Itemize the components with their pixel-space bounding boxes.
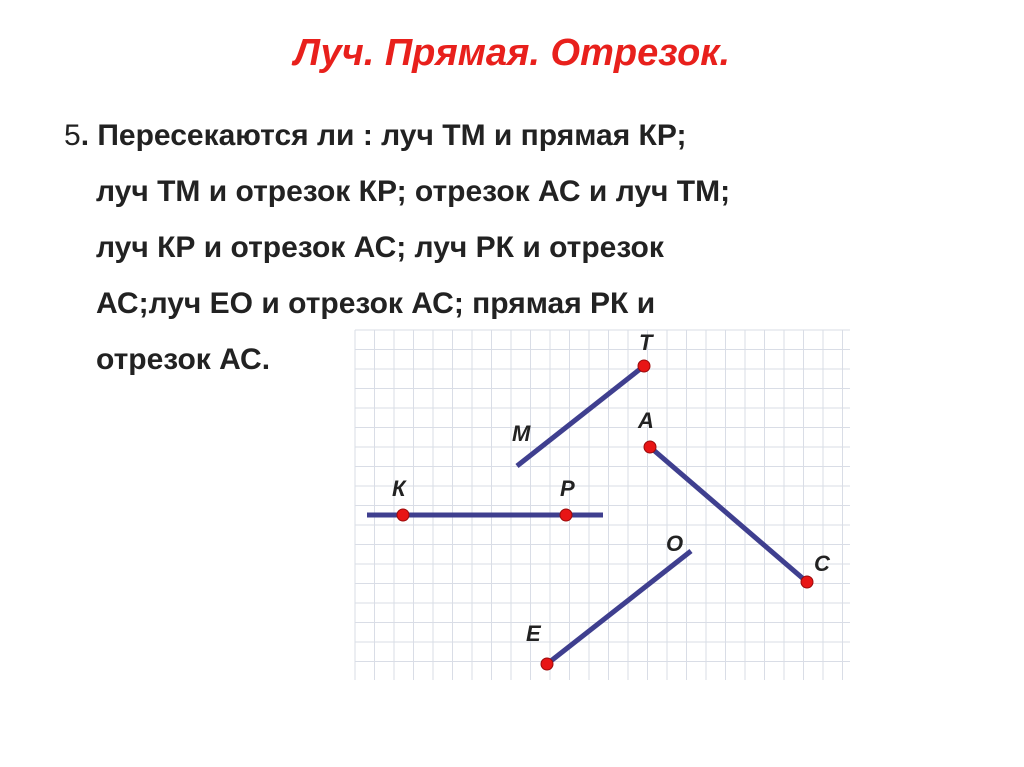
- slide-title: Луч. Прямая. Отрезок.: [293, 32, 731, 74]
- label-k: К: [392, 476, 406, 501]
- task-line-3: луч КР и отрезок АС; луч РК и отрезок: [96, 231, 664, 264]
- task-line-1-text: . Пересекаются ли : луч ТМ и прямая КР;: [80, 119, 687, 152]
- label-c: С: [814, 551, 830, 576]
- label-t: Т: [639, 330, 653, 355]
- point-t: [638, 360, 650, 372]
- task-line-4: АС;луч ЕО и отрезок АС; прямая РК и: [96, 287, 656, 320]
- task-line-2: луч ТМ и отрезок КР; отрезок АС и луч ТМ;: [96, 175, 731, 208]
- ray-tm: [517, 366, 644, 466]
- label-a: А: [638, 408, 654, 433]
- point-p: [560, 509, 572, 521]
- ray-eo: [547, 551, 691, 664]
- label-e: Е: [526, 621, 541, 646]
- label-o: О: [666, 531, 684, 556]
- label-m: М: [512, 421, 531, 446]
- task-line-5: отрезок АС.: [96, 343, 271, 376]
- point-e: [541, 658, 553, 670]
- point-k: [397, 509, 409, 521]
- point-c: [801, 576, 813, 588]
- task-number: 5: [64, 119, 81, 152]
- label-p: Р: [560, 476, 575, 501]
- point-a: [644, 441, 656, 453]
- grid-background: [355, 330, 850, 680]
